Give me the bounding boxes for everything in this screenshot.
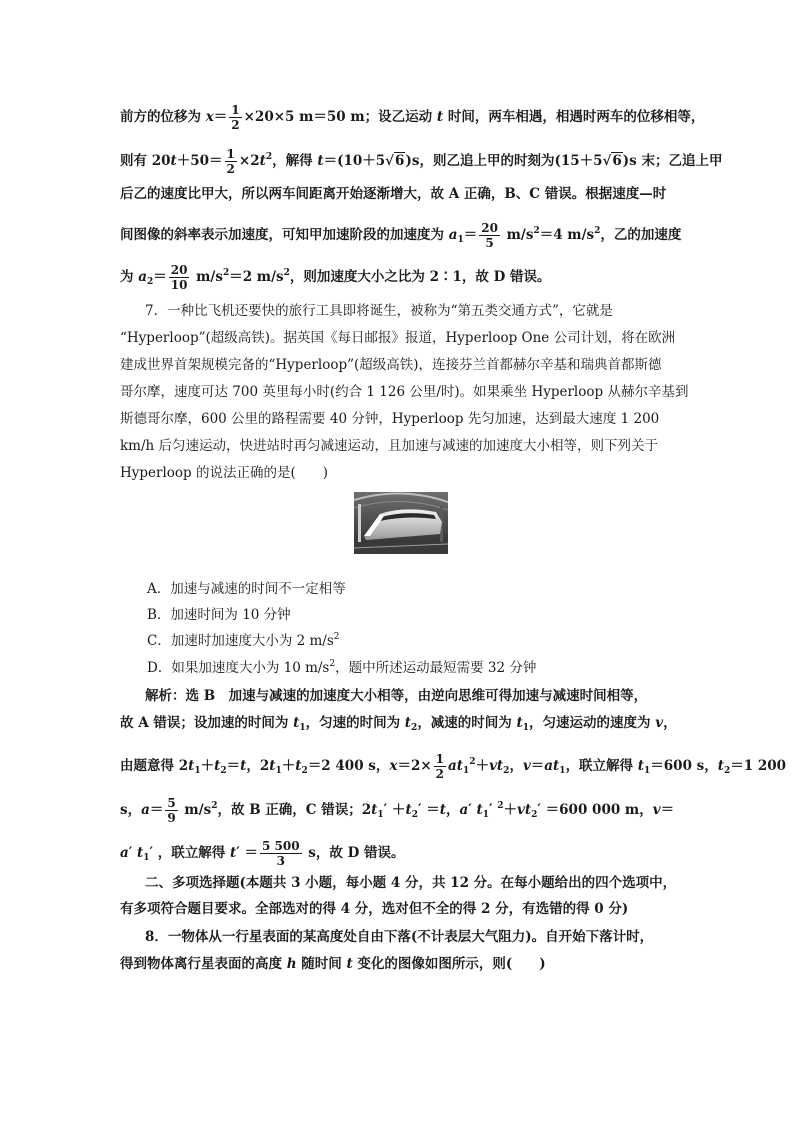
q6-solution-line-5: 为 $a_2=$ $\frac{20}{10}$ $m/s^2=2$ $m/s^2$，则加速度大小之比为 2∶1，故 D 错误。 xyxy=(120,263,551,292)
q8-stem-line-1: 8．一物体从一行星表面的某高度处自由下落(不计表层大气阻力)。自开始下落计时， xyxy=(145,929,654,945)
q6-solution-line-1: 前方的位移为 x＝ $\frac{1}{2}$ ×20×5 m＝50 m；设乙运动 t 时间，两车相遇，相遇时两车的位移相等， xyxy=(120,103,705,132)
q7-solution-line-1: 解析：选 B 加速与减速的加速度大小相等，由逆向思维可得加速与减速时间相等， xyxy=(145,688,648,704)
fraction: $\frac{5 500}{3}$ xyxy=(262,839,300,868)
q7-option-b: B．加速时间为 10 分钟 xyxy=(147,607,291,623)
q6-solution-line-4: 间图像的斜率表示加速度，可知甲加速阶段的加速度为 $a_1=$ $\frac{20}{5}$ $m/s^2=4$ $m/s^2$，乙的加速度 xyxy=(120,221,682,250)
q8-stem-line-2: 得到物体离行星表面的高度 h 随时间 t 变化的图像如图所示，则( ) xyxy=(120,956,546,972)
q6-solution-line-2: 则有 20t＋50＝ $\frac{1}{2}$ $\times 2t^2$，解得 t＝(10＋5√6)s，则乙追上甲的时刻为(15＋5√6)s 末；乙追上甲 xyxy=(120,147,723,176)
q7-option-a: A．加速与减速的时间不一定相等 xyxy=(147,581,346,597)
fraction: $\frac{1}{2}$ xyxy=(435,752,445,781)
q7-stem-line-2: “Hyperloop”(超级高铁)。据英国《每日邮报》报道，Hyperloop One 公司计划，将在欧洲 xyxy=(120,330,676,346)
q7-stem-line-4: 哥尔摩，速度可达 700 英里每小时(约合 1 126 公里/时)。如果乘坐 Hyperloop 从赫尔辛基到 xyxy=(120,384,689,400)
fraction: $\frac{1}{2}$ xyxy=(231,103,240,132)
q7-solution-line-4: s，a＝ $\frac{5}{9}$ $m/s^2$，故 B 正确，C 错误；$2t_1' +t_2' =t$，a′ $t_1'$ $^2+vt_2' =600$ 000 m，v＝ xyxy=(120,796,675,825)
fraction: $\frac{1}{2}$ xyxy=(226,147,235,176)
q7-option-d: D．如果加速度大小为 10 $m/s^2$，题中所述运动最短需要 32 分钟 xyxy=(147,659,537,676)
q7-stem-line-7: Hyperloop 的说法正确的是( ) xyxy=(120,465,329,481)
fraction: $\frac{20}{10}$ xyxy=(170,263,188,292)
fraction: $\frac{5}{9}$ xyxy=(167,796,176,825)
q7-solution-line-2: 故 A 错误；设加速的时间为 $t_1$，匀速的时间为 $t_2$，减速的时间为 $t_1$，匀速运动的速度为 v， xyxy=(120,715,677,733)
q6-solution-line-3: 后乙的速度比甲大，所以两车间距离开始逐渐增大，故 A 正确，B、C 错误。根据速度—时 xyxy=(120,186,667,202)
q7-solution-line-3: 由题意得 $2t_1+t_2=t$，$2t_1+t_2=2$ 400 s，x＝2× $\frac{1}{2}$ $at_1^2+vt_2$，$v=at_1$，联立解得 $t_1=600$ s，$t_2=1$ 200 xyxy=(120,752,787,781)
q7-option-c: C．加速时加速度大小为 2 $m/s^2$ xyxy=(147,632,340,649)
section-2-heading-line-1: 二、多项选择题(本题共 3 小题，每小题 4 分，共 12 分。在每小题给出的四个选项中， xyxy=(145,875,677,891)
hyperloop-train-photo xyxy=(354,492,448,554)
q7-stem-line-1: 7．一种比飞机还要快的旅行工具即将诞生，被称为“第五类交通方式”，它就是 xyxy=(145,303,613,319)
q7-solution-line-5: a′ $t_1'$ ，联立解得 t′ ＝ $\frac{5 500}{3}$ s，故 D 错误。 xyxy=(120,839,405,868)
section-2-heading-line-2: 有多项符合题目要求。全部选对的得 4 分，选对但不全的得 2 分，有选错的得 0 分) xyxy=(120,901,629,917)
q7-stem-line-6: km/h 后匀速运动，快进站时再匀减速运动，且加速与减速的加速度大小相等，则下列关于 xyxy=(120,438,659,454)
q7-stem-line-5: 斯德哥尔摩，600 公里的路程需要 40 分钟，Hyperloop 先匀加速，达到最大速度 1 200 xyxy=(120,411,660,427)
q7-stem-line-3: 建成世界首架规模完备的“Hyperloop”(超级高铁)，连接芬兰首都赫尔辛基和瑞典首都斯德 xyxy=(120,357,662,373)
fraction: $\frac{20}{5}$ xyxy=(481,221,498,250)
